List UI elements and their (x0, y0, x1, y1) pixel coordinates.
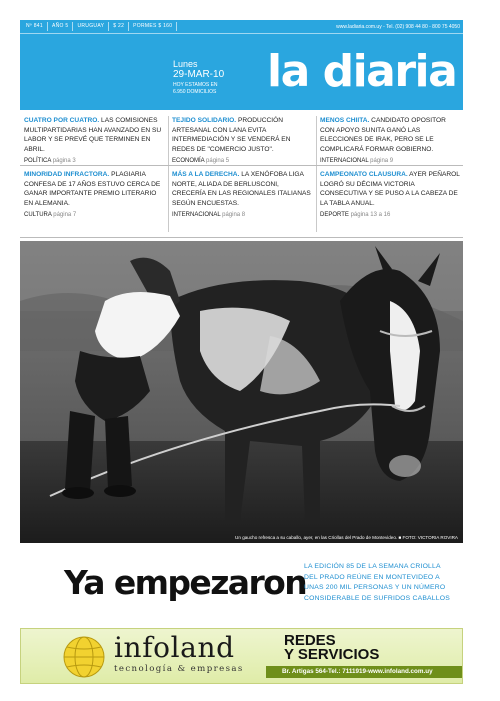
cover-photo[interactable] (20, 241, 463, 543)
masthead-info-strip (20, 20, 463, 34)
brief-body: PRODUCCIÓN ARTESANAL CON LANA EVITA INTERMEDIACIÓN Y SE VENDERÁ EN REDES DE "COMERCIO JUSTO". (172, 117, 291, 153)
issue-number: Nº 841 (22, 22, 48, 31)
issue-country: URUGUAY (73, 22, 109, 31)
issue-subscription: PORMES $ 160 (129, 22, 177, 31)
horse-and-gaucho-illustration (20, 241, 463, 543)
ad-title-line-1: REDES (284, 632, 336, 649)
main-story[interactable] (20, 546, 463, 622)
brief-body: LAS COMISIONES MULTIPARTIDARIAS HAN AVANZADO EN SU LABOR Y SE PREVÉ QUE TERMINEN EN ABRIL. (24, 117, 162, 153)
brief-economia[interactable] (172, 116, 314, 167)
circulation-note (173, 82, 218, 96)
front-page (20, 20, 463, 693)
page-ref: página 13 a 16 (350, 212, 391, 219)
circulation-line-2: 6.950 DOMICILIOS (173, 89, 217, 95)
section-name: INTERNACIONAL (320, 158, 369, 165)
section-name: DEPORTE (320, 212, 349, 219)
section-name: ECONOMÍA (172, 158, 205, 165)
brief-body: PLAGIARIA CONFESA DE 17 AÑOS ESTUVO CERCA DE GANAR IMPORTANTE PREMIO LITERARIO EN ALEMANIA. (24, 171, 161, 207)
page-ref: página 8 (222, 212, 246, 219)
brief-politica[interactable] (24, 116, 166, 167)
brief-section (320, 211, 462, 221)
section-name: INTERNACIONAL (172, 212, 221, 219)
brief-kicker: CUATRO POR CUATRO. (24, 117, 100, 124)
circulation-line-1: HOY ESTAMOS EN (173, 82, 218, 88)
infoland-advertisement[interactable] (20, 628, 463, 684)
news-briefs (20, 114, 463, 238)
column-divider (316, 116, 317, 232)
brief-internacional-italia[interactable] (172, 170, 314, 221)
main-headline: Ya empezaron (64, 563, 307, 602)
brief-body: AYER PEÑAROL LOGRÓ SU DÉCIMA VICTORIA CONSECUTIVA Y SE PUSO A LA CABEZA DE LA TABLA ANUAL. (320, 171, 460, 207)
ad-tagline: tecnología & empresas (114, 664, 244, 674)
brief-body: CANDIDATO OPOSITOR CON APOYO SUNITA GANÓ LAS ELECCIONES DE IRAK, PERO SE LE COMPLICARÁ FORMAR GOBIERNO. (320, 117, 446, 153)
column-divider (168, 116, 169, 232)
issue-year: AÑO 5 (48, 22, 74, 31)
brief-cultura[interactable] (24, 170, 166, 221)
brief-body: LA XENÓFOBA LIGA NORTE, ALIADA DE BERLUSCONI, CRECERÍA EN LAS REGIONALES ITALIANAS SEGÚN ENCUESTAS. (172, 171, 311, 207)
ad-contact: Br. Artigas 564-Tel.: 7111919-www.infoland.com.uy (266, 666, 463, 678)
brief-kicker: MINORIDAD INFRACTORA. (24, 171, 110, 178)
masthead-contact: www.ladiaria.com.uy - Tel. (02) 908 44 80 - 800 75 4050 (336, 24, 460, 30)
brief-kicker: TEJIDO SOLIDARIO. (172, 117, 237, 124)
ad-brand: infoland (114, 631, 235, 664)
issue-date: 29-MAR-10 (173, 69, 225, 80)
brief-kicker: MÁS A LA DERECHA. (172, 171, 240, 178)
page-ref: página 3 (52, 158, 76, 165)
main-deck: LA EDICIÓN 85 DE LA SEMANA CRIOLLA DEL PRADO REÚNE EN MONTEVIDEO A UNAS 200 MIL PERSONAS Y UN NÚMERO CONSIDERABLE DE SUFRIDOS CABALLOS (304, 563, 450, 602)
page-ref: página 5 (206, 158, 230, 165)
ad-services (266, 629, 463, 684)
brief-deporte[interactable] (320, 170, 462, 221)
issue-day: Lunes (173, 59, 198, 69)
section-name: POLÍTICA (24, 158, 52, 165)
newspaper-logo: la diaria (267, 46, 457, 97)
photo-caption: Un gaucho refresca a su caballo, ayer, en las Criollas del Prado de Montevideo. ■ FOTO: VICTORIA ROVIRA (235, 535, 458, 540)
masthead (20, 20, 463, 110)
row-divider (20, 237, 463, 238)
brief-kicker: MENOS CHIITA. (320, 117, 370, 124)
page-ref: página 7 (53, 212, 77, 219)
issue-price: $ 22 (109, 22, 129, 31)
brief-internacional-irak[interactable] (320, 116, 462, 167)
page-ref: página 9 (370, 158, 394, 165)
row-divider (20, 165, 463, 166)
brief-section (172, 211, 314, 221)
brief-section (24, 211, 166, 221)
ad-title-line-2: Y SERVICIOS (284, 646, 380, 663)
section-name: CULTURA (24, 212, 52, 219)
globe-icon (63, 636, 105, 678)
issue-info (22, 22, 177, 31)
brief-kicker: CAMPEONATO CLAUSURA. (320, 171, 408, 178)
